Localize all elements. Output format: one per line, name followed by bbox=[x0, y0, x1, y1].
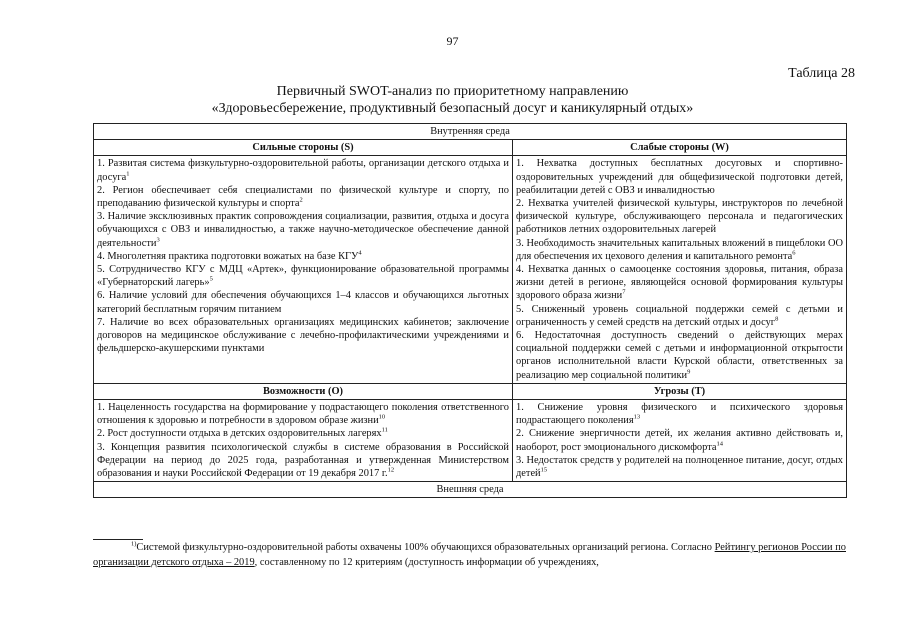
footnote-ref: 6 bbox=[792, 249, 796, 257]
strength-item: 4. Многолетняя практика подготовки вожатых на базе КГУ$^4$ bbox=[97, 249, 362, 262]
footnote-ref: 14 bbox=[716, 440, 723, 448]
footnote bbox=[93, 541, 846, 570]
opportunity-item: 2. Рост доступности отдыха в детских оздоровительных лагерях$^{11}$ bbox=[97, 427, 388, 440]
footnote-ref: 3 bbox=[156, 236, 160, 244]
footnote-ref: 4 bbox=[358, 249, 362, 257]
opportunities-cell bbox=[94, 400, 513, 482]
strength-item: 6. Наличие условий для обеспечения обучающихся 1–4 классов и обучающихся льготных категорий бесплатным горячим питанием bbox=[97, 290, 509, 315]
weakness-item: 4. Нехватка данных о самооценке состояния здоровья, питания, образа жизни детей в регионе, являющейся основой формирования культуры здорового образа жизни$^7$ bbox=[516, 264, 843, 302]
footnote-ref: 7 bbox=[622, 288, 626, 296]
strength-item: 2. Регион обеспечивает себя специалистами по физической культуре и спорту, по преподаванию физической культуры и спорта$^2$ bbox=[97, 184, 509, 210]
page-number: 97 bbox=[446, 34, 459, 48]
table-label: Таблица 28 bbox=[788, 66, 855, 81]
swot-table bbox=[93, 123, 847, 498]
footnote-ref: 15 bbox=[540, 466, 548, 474]
internal-environment-label: Внутренняя среда bbox=[94, 124, 847, 140]
threat-item: 3. Недостаток средств у родителей на полноценное питание, досуг, отдых детей$^{15}$ bbox=[516, 454, 843, 480]
footnote-ref: 2 bbox=[299, 196, 303, 204]
footnote-ref: 13 bbox=[633, 413, 641, 421]
strength-item: 7. Наличие во всех образовательных организациях медицинских кабинетов; заключение договоров на медицинское обслуживание с лечебно-профилактическими учреждениями и фельдшерско-акушерскими пунктами bbox=[97, 316, 509, 355]
weakness-item: 3. Необходимость значительных капитальных вложений в пищеблоки ОО для обеспечения их цехового деления и капитального ремонта$^6$ bbox=[516, 237, 843, 262]
footnote-rating-link[interactable]: Рейтингу регионов России по организации детского отдыха – 2019 bbox=[93, 542, 846, 568]
opportunity-item: 1. Нацеленность государства на формирование у подрастающего поколения ответственного отношения к здоровью и потребности в здоровом образе жизни$^{10}$ bbox=[97, 402, 509, 427]
strength-item: 3. Наличие эксклюзивных практик сопровождения социализации, развития, отдыха и досуга обучающихся с ОВЗ и инвалидностью, а также научно-методическое обеспечение данной деятельности$^3$ bbox=[97, 211, 509, 249]
strengths-header: Сильные стороны (S) bbox=[94, 140, 513, 156]
external-environment-label: Внешняя среда bbox=[94, 482, 847, 498]
weakness-item: 6. Недостаточная доступность сведений о действующих мерах социальной поддержки семей с детьми и информационной открытости органов исполнительной власти Курской области, ответственных за реализацию мер социальной политики$^9$ bbox=[516, 330, 843, 381]
document-title bbox=[0, 83, 905, 117]
footnote-ref: 10 bbox=[378, 413, 386, 421]
footnote-text-end: , составленному по 12 критериям (доступность информации об учреждениях, bbox=[254, 556, 599, 568]
footnote-ref: 12 bbox=[387, 466, 395, 474]
opportunities-header: Возможности (O) bbox=[94, 383, 513, 399]
footnote-ref: 8 bbox=[775, 315, 779, 323]
threat-item: 2. Снижение энергичности детей, их желания активно действовать и, наоборот, рост эмоционального дискомфорта$^{14}$ bbox=[516, 428, 843, 453]
threats-cell bbox=[513, 400, 847, 482]
weaknesses-header: Слабые стороны (W) bbox=[513, 140, 847, 156]
weakness-item: 1. Нехватка доступных бесплатных досуговых и спортивно-оздоровительных учреждений для общефизической подготовки детей, реабилитации детей с ОВЗ и инвалидностью bbox=[516, 158, 843, 196]
opportunity-item: 3. Концепция развития психологической службы в системе образования в Российской Федерации на период до 2025 года, разработанная и утвержденная Министерством образования и науки Российской Федерации от 19 декабря 2017 г.$^{12}$ bbox=[97, 441, 509, 480]
threat-item: 1. Снижение уровня физического и психического здоровья подрастающего поколения$^{13}$ bbox=[516, 402, 843, 427]
weaknesses-cell bbox=[513, 156, 847, 383]
weakness-item: 2. Нехватка учителей физической культуры, инструкторов по лечебной физической культуре, обслуживающего персонала и педагогических работников летних оздоровительных лагерей bbox=[516, 198, 843, 236]
footnote-ref: 5 bbox=[209, 275, 213, 283]
weakness-item: 5. Сниженный уровень социальной поддержки семей с детьми и ограниченность у семей средств на детский отдых и досуг$^8$ bbox=[516, 303, 843, 328]
strength-item: 1. Развитая система физкультурно-оздоровительной работы, организации детского отдыха и досуга$^1$ bbox=[97, 158, 509, 183]
strengths-cell bbox=[94, 156, 513, 383]
title-line-1: Первичный SWOT-анализ по приоритетному направлению bbox=[276, 84, 629, 99]
strength-item: 5. Сотрудничество КГУ с МДЦ «Артек», функционирование образовательной программы «Губернаторский лагерь»$^5$ bbox=[97, 264, 509, 289]
threats-header: Угрозы (T) bbox=[513, 383, 847, 399]
footnote-ref: 11 bbox=[381, 427, 388, 434]
title-line-2: «Здоровьесбережение, продуктивный безопасный досуг и каникулярный отдых» bbox=[211, 101, 694, 116]
footnote-ref: 1 bbox=[126, 170, 130, 178]
footnote-marker: 1) bbox=[131, 540, 137, 548]
footnote-ref: 9 bbox=[687, 368, 691, 376]
footnote-text-start: Системой физкультурно-оздоровительной работы охвачены 100% обучающихся образовательных организаций региона. Согласно bbox=[136, 542, 715, 553]
